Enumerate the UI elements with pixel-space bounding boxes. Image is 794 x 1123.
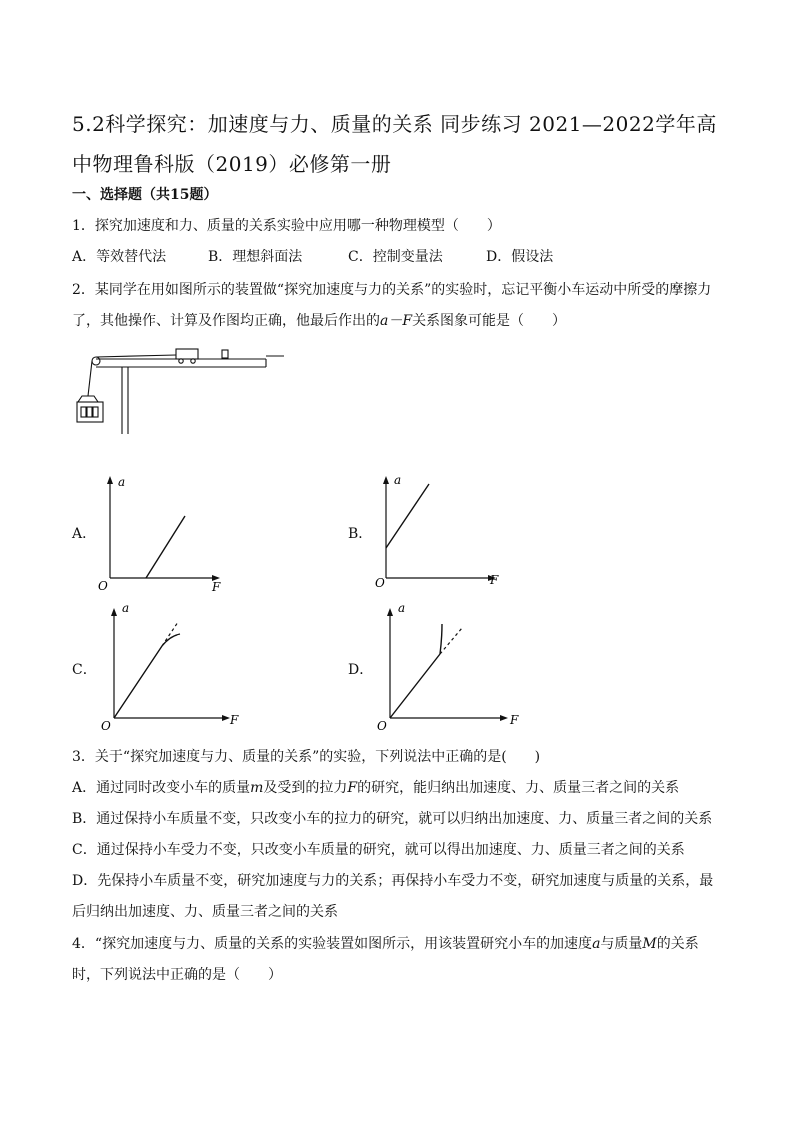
q2-option-c-label[interactable]: C．	[72, 662, 97, 678]
graph-d-curve	[440, 624, 442, 654]
graph-c-line	[114, 646, 162, 718]
graph-a-origin: O	[98, 579, 108, 592]
graph-c-curve	[162, 634, 180, 646]
graph-b-origin: O	[375, 576, 385, 590]
graph-c-x-label: F	[230, 713, 239, 727]
q3-option-a-m: m	[250, 780, 264, 796]
q4-text3: 的关系	[656, 936, 699, 952]
q3-option-b[interactable]: B．通过保持小车质量不变，只改变小车的拉力的研究，就可以归纳出加速度、力、质量三者之间的关系	[72, 811, 713, 827]
q2-stem-line2	[72, 311, 566, 331]
q4-stem-line1	[72, 934, 699, 954]
q2-stem-line1: 2．某同学在用如图所示的装置做“探究加速度与力的关系”的实验时，忘记平衡小车运动中所受的摩擦力	[72, 282, 712, 298]
q3-stem: 3．关于“探究加速度与力、质量的关系”的实验，下列说法中正确的是( )	[72, 749, 541, 765]
q1-option-a[interactable]: A．等效替代法	[72, 249, 167, 265]
graph-b-line	[386, 484, 429, 548]
q4-math-m: M	[642, 936, 657, 952]
q4-math-a: a	[592, 936, 601, 952]
graph-c[interactable]	[98, 600, 248, 730]
q2-option-d-label[interactable]: D．	[348, 662, 374, 678]
page-title: 5.2科学探究：加速度与力、质量的关系 同步练习 2021—2022学年高中物理鲁科版（2019）必修第一册	[72, 112, 717, 176]
cart	[176, 349, 198, 359]
graph-d-line	[390, 654, 440, 718]
q3-option-a-f: F	[347, 780, 358, 796]
q3-option-d-line2[interactable]: 后归纳出加速度、力、质量三者之间的关系	[72, 904, 338, 920]
graph-c-y-label: a	[122, 601, 130, 615]
q3-option-d-line1[interactable]: D．先保持小车质量不变，研究加速度与力的关系；再保持小车受力不变，研究加速度与质量的关系，最	[72, 873, 714, 889]
q1-stem: 1．探究加速度和力、质量的关系实验中应用哪一种物理模型（ ）	[72, 218, 501, 234]
q1-option-d[interactable]: D．假设法	[486, 249, 554, 265]
graph-a-x-label: F	[212, 580, 221, 592]
section-header: 一、选择题（共15题）	[72, 187, 218, 203]
graph-d-dashed	[440, 628, 462, 654]
q2-stem-text-a: 了，其他操作、计算及作图均正确，他最后作出的	[72, 313, 380, 329]
graph-d-x-label: F	[510, 713, 519, 727]
graph-b-x-label: F	[490, 573, 499, 587]
string	[88, 361, 92, 396]
graph-a[interactable]	[96, 470, 236, 592]
q3-option-a-text2: 及受到的拉力	[263, 780, 348, 796]
graph-a-line	[146, 516, 185, 578]
pulley	[92, 357, 100, 365]
q3-option-a-text3: 的研究，能归纳出加速度、力、质量三者之间的关系	[357, 780, 680, 796]
q4-stem-line2: 时，下列说法中正确的是（ ）	[72, 967, 282, 983]
q4-text1: 4．“探究加速度与力、质量的关系的实验装置如图所示，用该装置研究小车的加速度	[72, 936, 593, 952]
graph-d-y-label: a	[398, 601, 406, 615]
graph-a-y-label: a	[118, 475, 126, 489]
graph-d[interactable]	[374, 600, 534, 730]
q1-option-b[interactable]: B．理想斜面法	[208, 249, 303, 265]
q3-option-a-text1: A．通过同时改变小车的质量	[72, 780, 251, 796]
graph-c-origin: O	[101, 719, 111, 730]
timer	[222, 350, 228, 358]
q1-option-c[interactable]: C．控制变量法	[348, 249, 443, 265]
apparatus-diagram	[70, 344, 290, 440]
q4-text2: 与质量	[600, 936, 643, 952]
q2-stem-text-b: 关系图象可能是（ ）	[412, 313, 567, 329]
graph-d-origin: O	[377, 719, 387, 730]
q2-math-a-f: a－F	[380, 313, 413, 329]
q3-option-a[interactable]	[72, 778, 679, 798]
graph-b-y-label: a	[394, 473, 402, 487]
q2-option-b-label[interactable]: B．	[348, 526, 373, 542]
q2-option-a-label[interactable]: A．	[72, 526, 97, 542]
q3-option-c[interactable]: C．通过保持小车受力不变，只改变小车质量的研究，就可以得出加速度、力、质量三者之间的关系	[72, 842, 685, 858]
graph-b[interactable]	[372, 470, 512, 592]
